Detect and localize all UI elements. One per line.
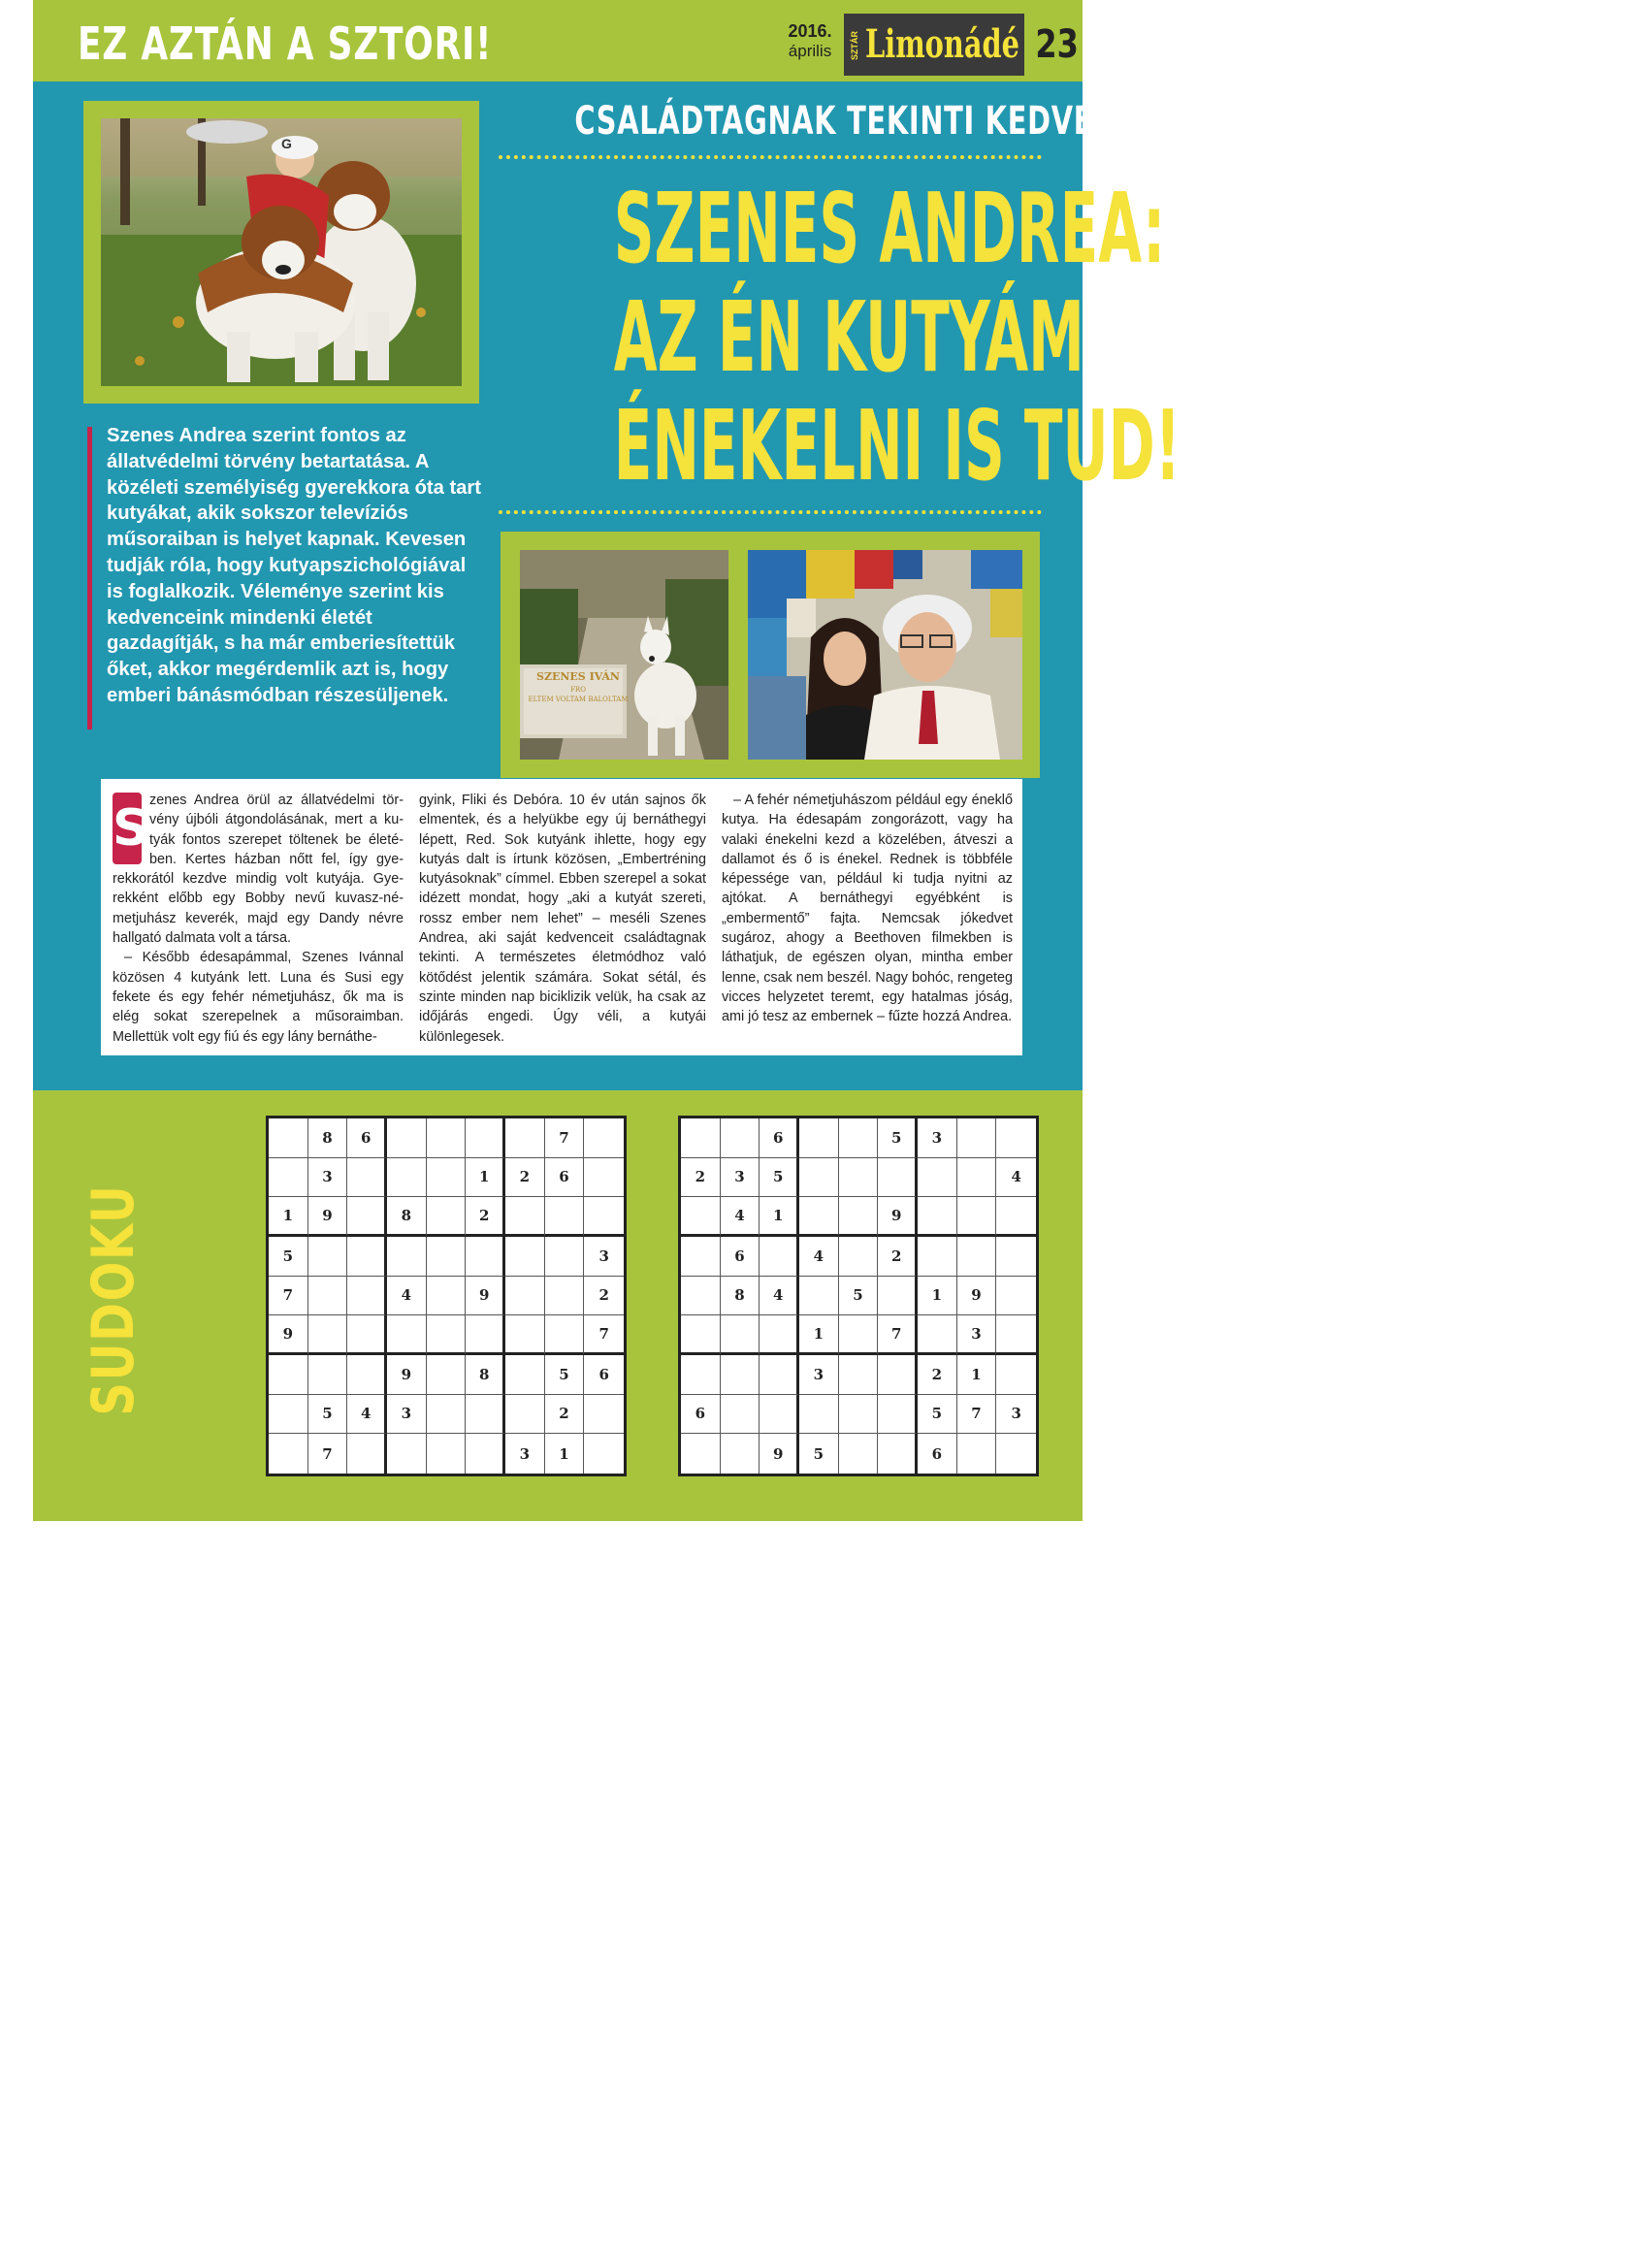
sudoku-2-cell-r1-c6[interactable]: 5 [878, 1118, 918, 1158]
gravestone-name: SZENES IVÁN [536, 670, 620, 683]
sudoku-1-cell-r6-c7[interactable] [505, 1315, 545, 1355]
sudoku-2-cell-r9-c5[interactable] [839, 1434, 879, 1474]
sudoku-2-cell-r3-c2[interactable]: 4 [721, 1197, 760, 1237]
sudoku-2-cell-r5-c4[interactable] [799, 1277, 839, 1316]
sudoku-2-cell-r9-c4[interactable]: 5 [799, 1434, 839, 1474]
sudoku-2-cell-r1-c3[interactable]: 6 [760, 1118, 799, 1158]
sudoku-2-cell-r6-c3[interactable] [760, 1315, 799, 1355]
body-paragraph-2: – Később édesapámmal, Szenes Ivánnal közösen 4 kutyánk lett. Luna és Susi egy fekete és egy fehér németjuhász, ők ma is elég sokat szerepelnek a műsoraimban. Mellettük volt egy fiú és egy lány bernáthe- [113, 950, 404, 1045]
lead-accent-bar [87, 427, 92, 729]
sudoku-1-cell-r8-c1[interactable] [269, 1395, 308, 1435]
gravestone-line-1: FRO [570, 686, 586, 694]
sudoku-1-cell-r1-c8[interactable]: 7 [545, 1118, 585, 1158]
dotted-divider-bottom [499, 510, 1042, 514]
sudoku-1-cell-r5-c5[interactable] [427, 1277, 467, 1316]
sudoku-1-cell-r3-c3[interactable] [347, 1197, 387, 1237]
sudoku-1-cell-r2-c7[interactable]: 2 [505, 1158, 545, 1198]
photo-portrait-illustration [748, 550, 1022, 760]
sudoku-2-cell-r5-c7[interactable]: 1 [918, 1277, 957, 1316]
sudoku-1-cell-r1-c4[interactable] [387, 1118, 427, 1158]
sudoku-1-cell-r2-c5[interactable] [427, 1158, 467, 1198]
sudoku-1-cell-r4-c4[interactable] [387, 1237, 427, 1277]
sudoku-1-cell-r8-c5[interactable] [427, 1395, 467, 1435]
sudoku-2-cell-r1-c4[interactable] [799, 1118, 839, 1158]
sudoku-1-cell-r7-c6[interactable]: 8 [466, 1355, 505, 1395]
sudoku-1-cell-r9-c6[interactable] [466, 1434, 505, 1474]
article-kicker: CSALÁDTAGNAK TEKINTI KEDVENCEIT [574, 99, 1190, 144]
sudoku-1-cell-r4-c9[interactable]: 3 [584, 1237, 624, 1277]
photo-grave-white-dog [520, 550, 728, 760]
sudoku-2-cell-r2-c5[interactable] [839, 1158, 879, 1198]
sudoku-1-cell-r7-c9[interactable]: 6 [584, 1355, 624, 1395]
sudoku-2-cell-r5-c1[interactable] [681, 1277, 721, 1316]
sudoku-2-cell-r9-c8[interactable] [957, 1434, 997, 1474]
sudoku-1-cell-r8-c4[interactable]: 3 [387, 1395, 427, 1435]
sudoku-2-cell-r5-c2[interactable]: 8 [721, 1277, 760, 1316]
sudoku-2-cell-r8-c4[interactable] [799, 1395, 839, 1435]
sudoku-1-cell-r8-c2[interactable]: 5 [308, 1395, 348, 1435]
article-headline [501, 172, 1181, 502]
sudoku-2-cell-r6-c6[interactable]: 7 [878, 1315, 918, 1355]
sudoku-1-cell-r2-c4[interactable] [387, 1158, 427, 1198]
headline-line-3: ÉNEKELNI IS TUD! [613, 389, 1181, 502]
sudoku-grid-1 [266, 1116, 627, 1476]
sudoku-1-cell-r3-c6[interactable]: 2 [466, 1197, 505, 1237]
sudoku-1-cell-r6-c1[interactable]: 9 [269, 1315, 308, 1355]
sudoku-2-cell-r6-c2[interactable] [721, 1315, 760, 1355]
sudoku-2-cell-r2-c9[interactable]: 4 [996, 1158, 1036, 1198]
sudoku-2-cell-r8-c6[interactable] [878, 1395, 918, 1435]
sudoku-2-cell-r3-c8[interactable] [957, 1197, 997, 1237]
body-column-3 [722, 791, 1013, 1027]
sudoku-1-cell-r6-c5[interactable] [427, 1315, 467, 1355]
sudoku-1-cell-r6-c2[interactable] [308, 1315, 348, 1355]
sudoku-2-cell-r7-c2[interactable] [721, 1355, 760, 1395]
sudoku-2-cell-r7-c3[interactable] [760, 1355, 799, 1395]
sudoku-1-cell-r7-c8[interactable]: 5 [545, 1355, 585, 1395]
sudoku-2-cell-r7-c5[interactable] [839, 1355, 879, 1395]
sudoku-2-cell-r2-c4[interactable] [799, 1158, 839, 1198]
sudoku-1-cell-r4-c1[interactable]: 5 [269, 1237, 308, 1277]
cap-logo: G [281, 136, 292, 151]
body-paragraph-4: – A fehér németjuhászom például egy éneklő kutya. Ha édesapám zongorázott, vagy ha valaki énekelni kezd a közelében, átveszi a dallamot és ő is énekel. Rednek is többféle képessége van, például ki tudja nyitni az ajtókat. A bernáthegyi egyébként is „embermentő” fajta. Nemcsak jókedvet sugároz, ahogy a Beethoven filmekben is láthatjuk, de egészen olyan, mintha ember lenne, csak nem beszél. Nagy bohóc, rengeteg vicces helyzetet teremt, egy hatalmas jóság, ami jó tesz az embernek – fűzte hozzá Andrea. [722, 793, 1013, 1025]
sudoku-1-cell-r6-c4[interactable] [387, 1315, 427, 1355]
sudoku-1-cell-r8-c7[interactable] [505, 1395, 545, 1435]
sudoku-1-cell-r2-c6[interactable]: 1 [466, 1158, 505, 1198]
sudoku-1-cell-r3-c2[interactable]: 9 [308, 1197, 348, 1237]
sudoku-2-cell-r3-c1[interactable] [681, 1197, 721, 1237]
sudoku-1-cell-r9-c5[interactable] [427, 1434, 467, 1474]
sudoku-2-cell-r5-c6[interactable] [878, 1277, 918, 1316]
sudoku-2-cell-r2-c8[interactable] [957, 1158, 997, 1198]
sudoku-1-cell-r6-c3[interactable] [347, 1315, 387, 1355]
sudoku-2-cell-r9-c6[interactable] [878, 1434, 918, 1474]
sudoku-2-cell-r4-c8[interactable] [957, 1237, 997, 1277]
sudoku-1-cell-r1-c6[interactable] [466, 1118, 505, 1158]
sudoku-2-cell-r4-c5[interactable] [839, 1237, 879, 1277]
sudoku-1-cell-r5-c6[interactable]: 9 [466, 1277, 505, 1316]
sudoku-2-cell-r9-c9[interactable] [996, 1434, 1036, 1474]
sudoku-1-cell-r2-c8[interactable]: 6 [545, 1158, 585, 1198]
sudoku-2-cell-r3-c6[interactable]: 9 [878, 1197, 918, 1237]
body-paragraph-1: zenes Andrea örül az állatvédelmi törvény újbóli átgondolásának, mert a kutyák fontos szerepet töltenek be életében. Kertes házban nőtt fel, így gyerekkorától kezdve mindig volt kutyája. Gyerekként előbb egy Bobby nevű kuvasz-németjuhász keverék, majd egy Dandy névre hallgató dalmata volt a társa. [113, 793, 404, 947]
sudoku-2-cell-r6-c5[interactable] [839, 1315, 879, 1355]
headline-line-1: SZENES ANDREA: [613, 172, 1166, 285]
photo-child-with-dogs-illustration [101, 118, 462, 386]
body-column-1 [113, 791, 404, 1047]
sudoku-1-cell-r7-c1[interactable] [269, 1355, 308, 1395]
magazine-logo [844, 14, 1024, 76]
sudoku-2-cell-r7-c8[interactable]: 1 [957, 1355, 997, 1395]
sudoku-2-cell-r3-c4[interactable] [799, 1197, 839, 1237]
sudoku-2-cell-r1-c9[interactable] [996, 1118, 1036, 1158]
logo-small-text: SZTÁR [850, 31, 859, 60]
sudoku-2-cell-r8-c7[interactable]: 5 [918, 1395, 957, 1435]
sudoku-2-cell-r4-c7[interactable] [918, 1237, 957, 1277]
sudoku-grid-2 [678, 1116, 1039, 1476]
body-column-2 [419, 791, 706, 1047]
sudoku-1-cell-r6-c6[interactable] [466, 1315, 505, 1355]
sudoku-2-cell-r8-c2[interactable] [721, 1395, 760, 1435]
photo-andrea-and-father [748, 550, 1022, 760]
sudoku-1-cell-r8-c8[interactable]: 2 [545, 1395, 585, 1435]
issue-year: 2016. [788, 21, 832, 41]
sudoku-2-cell-r3-c7[interactable] [918, 1197, 957, 1237]
sudoku-2-cell-r5-c3[interactable]: 4 [760, 1277, 799, 1316]
sudoku-2-cell-r2-c1[interactable]: 2 [681, 1158, 721, 1198]
sudoku-1-cell-r5-c4[interactable]: 4 [387, 1277, 427, 1316]
sudoku-1-cell-r1-c1[interactable] [269, 1118, 308, 1158]
sudoku-2-cell-r1-c5[interactable] [839, 1118, 879, 1158]
sudoku-1-cell-r2-c1[interactable] [269, 1158, 308, 1198]
sudoku-1-cell-r6-c9[interactable]: 7 [584, 1315, 624, 1355]
sudoku-2-cell-r9-c7[interactable]: 6 [918, 1434, 957, 1474]
sudoku-1-cell-r4-c3[interactable] [347, 1237, 387, 1277]
sudoku-2-cell-r9-c1[interactable] [681, 1434, 721, 1474]
dropcap: S [113, 793, 142, 864]
sudoku-1-cell-r2-c3[interactable] [347, 1158, 387, 1198]
sudoku-label-text: SUDOKU [80, 1183, 147, 1416]
sudoku-1-cell-r3-c8[interactable] [545, 1197, 585, 1237]
sudoku-label [70, 1174, 157, 1426]
issue-date [776, 21, 844, 61]
sudoku-2-cell-r8-c1[interactable]: 6 [681, 1395, 721, 1435]
sudoku-1-cell-r5-c2[interactable] [308, 1277, 348, 1316]
sudoku-2-cell-r5-c5[interactable]: 5 [839, 1277, 879, 1316]
sudoku-2-cell-r8-c9[interactable]: 3 [996, 1395, 1036, 1435]
sudoku-1-cell-r1-c5[interactable] [427, 1118, 467, 1158]
sudoku-2-cell-r9-c2[interactable] [721, 1434, 760, 1474]
sudoku-1-cell-r9-c9[interactable] [584, 1434, 624, 1474]
sudoku-2-cell-r6-c7[interactable] [918, 1315, 957, 1355]
sudoku-2-cell-r1-c2[interactable] [721, 1118, 760, 1158]
photo-child-with-dogs [101, 118, 462, 386]
sudoku-2-cell-r3-c9[interactable] [996, 1197, 1036, 1237]
sudoku-1-cell-r3-c7[interactable] [505, 1197, 545, 1237]
sudoku-1-cell-r3-c4[interactable]: 8 [387, 1197, 427, 1237]
sudoku-1-cell-r2-c2[interactable]: 3 [308, 1158, 348, 1198]
sudoku-2-cell-r6-c8[interactable]: 3 [957, 1315, 997, 1355]
sudoku-1-cell-r1-c9[interactable] [584, 1118, 624, 1158]
page-number: 23 [1035, 22, 1079, 67]
body-paragraph-3: gyink, Fliki és Debóra. 10 év után sajnos ők elmentek, és a helyükbe egy új bernáthegyi lépett, Red. Sok kutyánk ihlette, hogy egy kutyás dalt is írtunk közösen, „Embertréning kutyásoknak” címmel. Ebben szerepel a sokat idézett mondat, hogy „aki a kutyát szereti, rossz ember nem lehet” – meséli Szenes Andrea, aki saját kedvenceit családtagnak tekinti. A természetes életmódhoz való kötődést jelentik számára. Sokat sétál, és szinte minden nap biciklizik velük, ha csak az időjárás engedi. Úgy véli, a kutyái különlegesek. [419, 793, 706, 1045]
sudoku-2-cell-r4-c9[interactable] [996, 1237, 1036, 1277]
sudoku-1-cell-r5-c7[interactable] [505, 1277, 545, 1316]
sudoku-2-cell-r4-c2[interactable]: 6 [721, 1237, 760, 1277]
sudoku-2-cell-r3-c3[interactable]: 1 [760, 1197, 799, 1237]
photo-grave-illustration [520, 550, 728, 760]
sudoku-2-cell-r7-c1[interactable] [681, 1355, 721, 1395]
sudoku-1-cell-r5-c8[interactable] [545, 1277, 585, 1316]
logo-text: Limonádé [865, 21, 1019, 67]
sudoku-2-cell-r6-c4[interactable]: 1 [799, 1315, 839, 1355]
sudoku-1-cell-r4-c2[interactable] [308, 1237, 348, 1277]
sudoku-1-cell-r7-c4[interactable]: 9 [387, 1355, 427, 1395]
sudoku-2-cell-r2-c2[interactable]: 3 [721, 1158, 760, 1198]
sudoku-1-cell-r9-c8[interactable]: 1 [545, 1434, 585, 1474]
sudoku-2-cell-r2-c3[interactable]: 5 [760, 1158, 799, 1198]
sudoku-1-cell-r4-c7[interactable] [505, 1237, 545, 1277]
sudoku-2-cell-r2-c7[interactable] [918, 1158, 957, 1198]
sudoku-1-cell-r2-c9[interactable] [584, 1158, 624, 1198]
sudoku-2-cell-r4-c1[interactable] [681, 1237, 721, 1277]
sudoku-2-cell-r5-c9[interactable] [996, 1277, 1036, 1316]
sudoku-2-cell-r4-c4[interactable]: 4 [799, 1237, 839, 1277]
sudoku-1-cell-r4-c6[interactable] [466, 1237, 505, 1277]
sudoku-1-cell-r1-c2[interactable]: 8 [308, 1118, 348, 1158]
sudoku-2-cell-r3-c5[interactable] [839, 1197, 879, 1237]
sudoku-1-cell-r9-c3[interactable] [347, 1434, 387, 1474]
sudoku-1-cell-r9-c2[interactable]: 7 [308, 1434, 348, 1474]
sudoku-2-cell-r4-c3[interactable] [760, 1237, 799, 1277]
sudoku-2-cell-r2-c6[interactable] [878, 1158, 918, 1198]
sudoku-2-cell-r9-c3[interactable]: 9 [760, 1434, 799, 1474]
sudoku-1-cell-r9-c1[interactable] [269, 1434, 308, 1474]
sudoku-2-cell-r8-c5[interactable] [839, 1395, 879, 1435]
article-body [101, 779, 1022, 1055]
sudoku-2-cell-r8-c3[interactable] [760, 1395, 799, 1435]
headline-line-2: AZ ÉN KUTYÁM [613, 280, 1084, 394]
sudoku-1-cell-r5-c9[interactable]: 2 [584, 1277, 624, 1316]
sudoku-2-cell-r8-c8[interactable]: 7 [957, 1395, 997, 1435]
sudoku-1-cell-r6-c8[interactable] [545, 1315, 585, 1355]
sudoku-1-cell-r3-c1[interactable]: 1 [269, 1197, 308, 1237]
sudoku-1-cell-r7-c5[interactable] [427, 1355, 467, 1395]
sudoku-2-cell-r1-c8[interactable] [957, 1118, 997, 1158]
sudoku-1-cell-r9-c7[interactable]: 3 [505, 1434, 545, 1474]
sudoku-1-cell-r4-c8[interactable] [545, 1237, 585, 1277]
sudoku-2-cell-r6-c1[interactable] [681, 1315, 721, 1355]
sudoku-2-cell-r7-c6[interactable] [878, 1355, 918, 1395]
sudoku-1-cell-r7-c3[interactable] [347, 1355, 387, 1395]
sudoku-2-cell-r7-c7[interactable]: 2 [918, 1355, 957, 1395]
sudoku-1-cell-r8-c6[interactable] [466, 1395, 505, 1435]
sudoku-1-cell-r4-c5[interactable] [427, 1237, 467, 1277]
article-lead: Szenes Andrea szerint fontos az állatvédelmi törvény betartatása. A közéleti személyiség gyerekkora óta tart kutyákat, akik sokszor televíziós műsoraiban is helyet kapnak. Kevesen tudják róla, hogy kutyapszichológiával is foglalkozik. Véleménye szerint kis kedvenceink mindenki életét gazdagítják, s ha már emberiesítettük őket, akkor megérdemlik azt is, hogy emberi bánásmódban részesüljenek. [107, 425, 481, 706]
magazine-page [0, 0, 1190, 1521]
sudoku-1-cell-r7-c7[interactable] [505, 1355, 545, 1395]
sudoku-1-cell-r1-c3[interactable]: 6 [347, 1118, 387, 1158]
sudoku-1-cell-r3-c9[interactable] [584, 1197, 624, 1237]
sudoku-1-cell-r8-c9[interactable] [584, 1395, 624, 1435]
dotted-divider-top [499, 155, 1042, 159]
sudoku-1-cell-r5-c1[interactable]: 7 [269, 1277, 308, 1316]
sudoku-1-cell-r9-c4[interactable] [387, 1434, 427, 1474]
sudoku-1-cell-r5-c3[interactable] [347, 1277, 387, 1316]
issue-month: április [788, 42, 832, 60]
sudoku-1-cell-r3-c5[interactable] [427, 1197, 467, 1237]
sudoku-2-cell-r5-c8[interactable]: 9 [957, 1277, 997, 1316]
sudoku-2-cell-r1-c1[interactable] [681, 1118, 721, 1158]
sudoku-2-cell-r1-c7[interactable]: 3 [918, 1118, 957, 1158]
gravestone-line-2: ELTEM VOLTAM BALOLTAM [528, 696, 629, 703]
section-title: EZ AZTÁN A SZTORI! [78, 17, 493, 70]
sudoku-2-cell-r6-c9[interactable] [996, 1315, 1036, 1355]
sudoku-1-cell-r8-c3[interactable]: 4 [347, 1395, 387, 1435]
sudoku-1-cell-r1-c7[interactable] [505, 1118, 545, 1158]
sudoku-2-cell-r7-c9[interactable] [996, 1355, 1036, 1395]
sudoku-1-cell-r7-c2[interactable] [308, 1355, 348, 1395]
sudoku-2-cell-r7-c4[interactable]: 3 [799, 1355, 839, 1395]
sudoku-2-cell-r4-c6[interactable]: 2 [878, 1237, 918, 1277]
